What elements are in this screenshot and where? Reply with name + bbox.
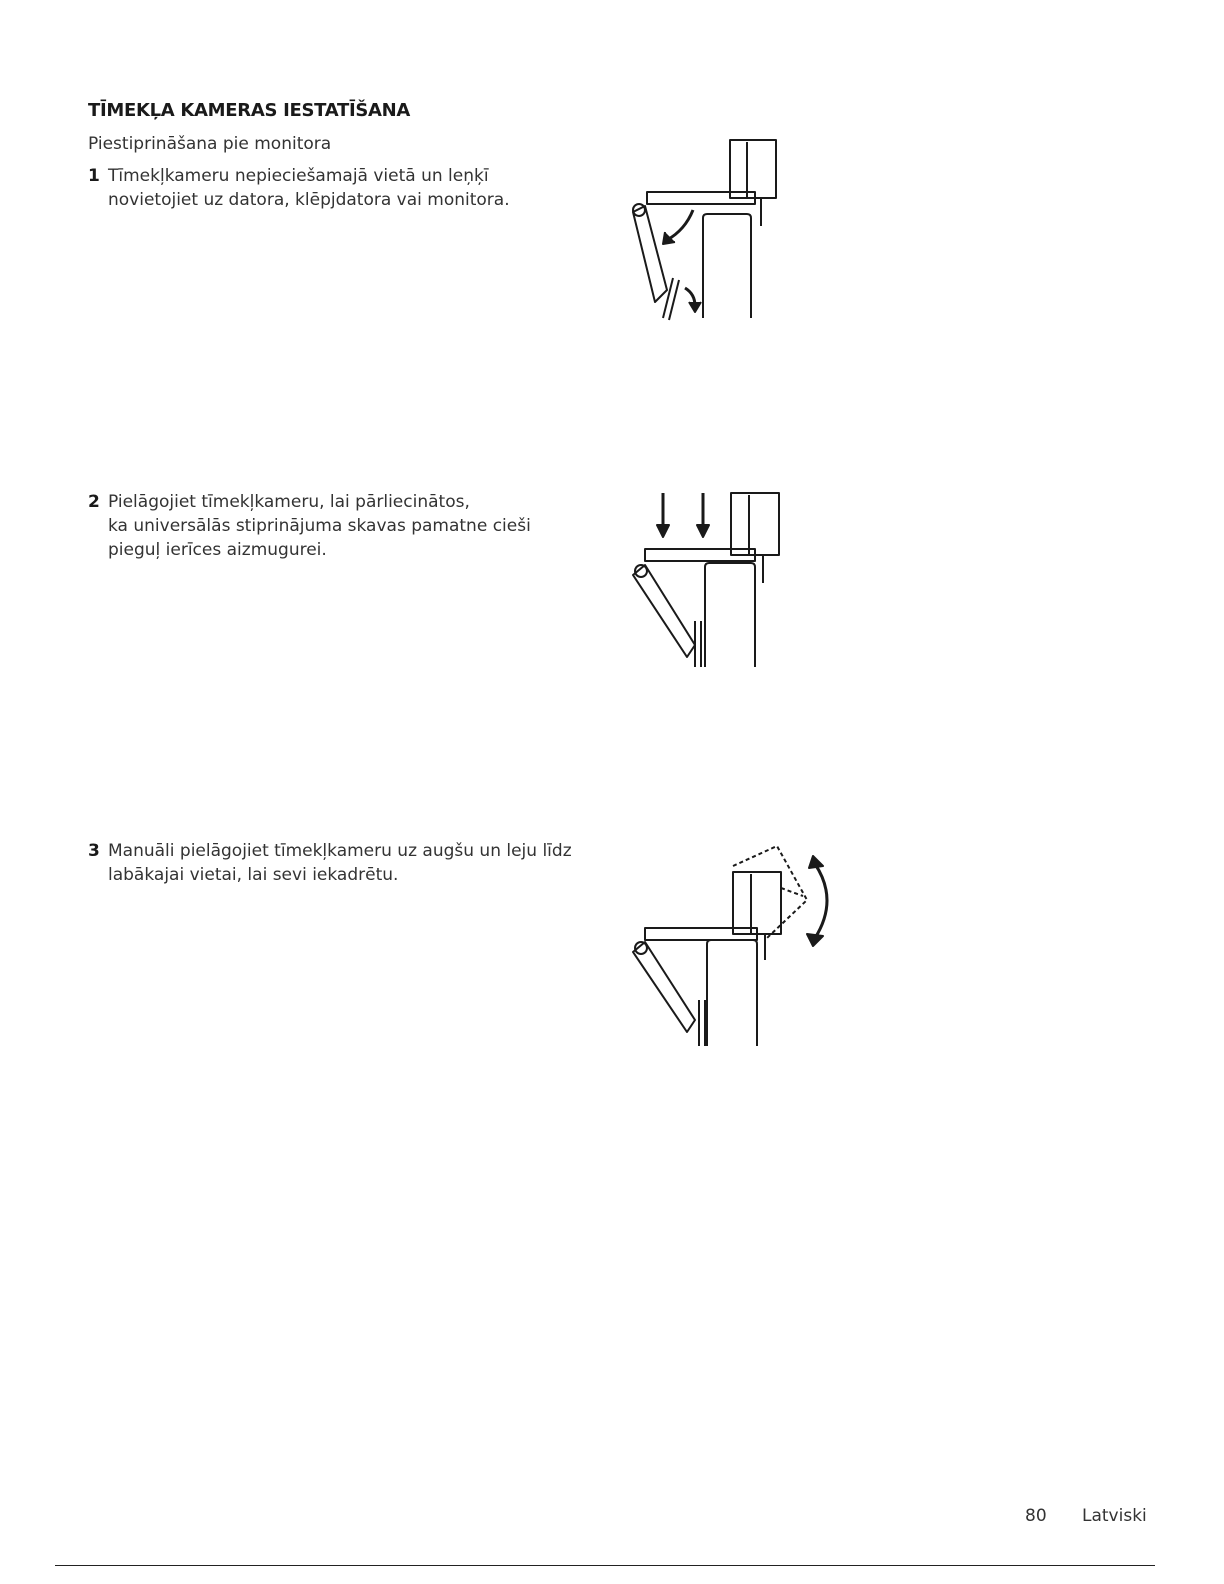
section-heading: TĪMEKĻA KAMERAS IESTATĪŠANA (88, 100, 411, 121)
step-2 (88, 490, 608, 562)
step-1 (88, 164, 608, 212)
step-3 (88, 839, 608, 887)
step-2-text: Pielāgojiet tīmekļkameru, lai pārliecinātos, ka universālās stiprinājuma skavas pamatne cieši pieguļ ierīces aizmugurei. (108, 492, 531, 560)
step-3-text: Manuāli pielāgojiet tīmekļkameru uz augšu un leju līdz labākajai vietai, lai sevi iekadrētu. (108, 841, 572, 885)
footer-divider (55, 1565, 1155, 1566)
webcam-tilt-illustration-3 (615, 838, 845, 1053)
step-3-number: 3 (88, 841, 100, 861)
step-1-number: 1 (88, 166, 100, 186)
webcam-mount-illustration-1 (615, 130, 805, 325)
page-number: 80 (1025, 1506, 1047, 1526)
footer-language: Latviski (1082, 1506, 1147, 1526)
step-2-number: 2 (88, 492, 100, 512)
section-subtitle: Piestiprināšana pie monitora (88, 134, 332, 154)
webcam-mount-illustration-2 (615, 485, 805, 675)
step-1-text: Tīmekļkameru nepieciešamajā vietā un leņķī novietojiet uz datora, klēpjdatora vai monitora. (108, 166, 510, 210)
